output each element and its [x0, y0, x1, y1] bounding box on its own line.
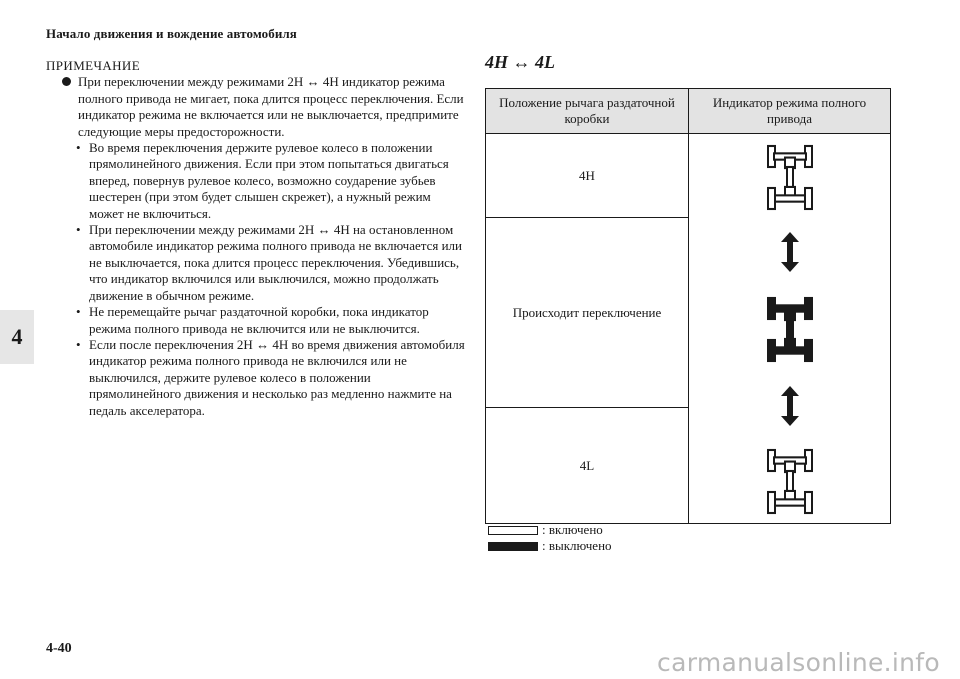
list-marker: •: [76, 222, 81, 238]
note-main-text: При переключении между режимами 2H ↔ 4H индикатор режима полного привода не мигает, пока длится процесс переключения. Если индикатор режима не включается или не выключается, предпримите следующие меры предосторожности.: [78, 74, 464, 139]
legend-swatch-on: [488, 526, 538, 535]
lever-cell-4h: 4H: [486, 134, 689, 218]
bullet-dot-icon: [62, 77, 71, 86]
list-marker: •: [76, 336, 81, 352]
table-row: [486, 134, 891, 218]
legend-item-on: [488, 522, 612, 538]
note-title: ПРИМЕЧАНИЕ: [46, 58, 141, 73]
list-marker: •: [76, 304, 81, 320]
mode-table: [485, 88, 891, 524]
list-item-text: Не перемещайте рычаг раздаточной коробки, пока индикатор режима полного привода не включится или не выключится.: [89, 304, 429, 336]
list-item: [46, 222, 466, 304]
indicator-sequence: [720, 136, 860, 522]
list-item-text: При переключении между режимами 2H ↔ 4H на остановленном автомобиле индикатор режима полного привода не включается или не выключается, пока длится процесс переключения. Убедившись, что индикатор включился или выключился, можно продолжать движение в обычном режиме.: [89, 222, 462, 303]
list-item: [46, 140, 466, 222]
indicator-cell: [689, 134, 891, 524]
list-marker: •: [76, 140, 81, 156]
list-item: [46, 337, 466, 419]
section-title: 4H ↔ 4L: [485, 52, 555, 72]
list-item-text: Если после переключения 2H ↔ 4H во время движения автомобиля индикатор режима полного привода не включился или не выключился, держите рулевое колесо в положении прямолинейного движения и несколько раз медленно нажмите на педаль акселератора.: [89, 336, 465, 418]
legend-label-off: : выключено: [542, 538, 612, 553]
legend: [488, 522, 612, 554]
4wd-indicator-icon: [768, 450, 812, 513]
note-block: [46, 58, 466, 419]
page-number: 4-40: [46, 641, 72, 656]
legend-label-on: : включено: [542, 522, 603, 537]
legend-item-off: [488, 538, 612, 554]
list-item-text: Во время переключения держите рулевое колесо в положении прямолинейного движения. Если при этом попытаться двигаться вперед, повернув рулевое колесо, возможно соударение зубьев шестерен (при этом будет слышен скрежет), а нужный режим может не включиться.: [89, 140, 449, 221]
table-header-lever: Положение рычага раздаточной коробки: [486, 89, 689, 134]
4wd-indicator-icon: [768, 298, 812, 361]
double-arrow-icon: [781, 386, 799, 426]
running-header: Начало движения и вождение автомобиля: [46, 26, 297, 41]
watermark: carmanualsonline.info: [657, 648, 940, 677]
note-main-paragraph: [46, 74, 466, 140]
legend-swatch-off: [488, 542, 538, 551]
double-arrow-icon: [781, 232, 799, 272]
chapter-tab: 4: [0, 310, 34, 364]
precaution-list: [46, 140, 466, 419]
lever-cell-switching: Происходит переключение: [486, 218, 689, 408]
lever-cell-4l: 4L: [486, 408, 689, 524]
4wd-indicator-icon: [768, 146, 812, 209]
list-item: [46, 304, 466, 337]
table-header-indicator: Индикатор режима полного привода: [689, 89, 891, 134]
